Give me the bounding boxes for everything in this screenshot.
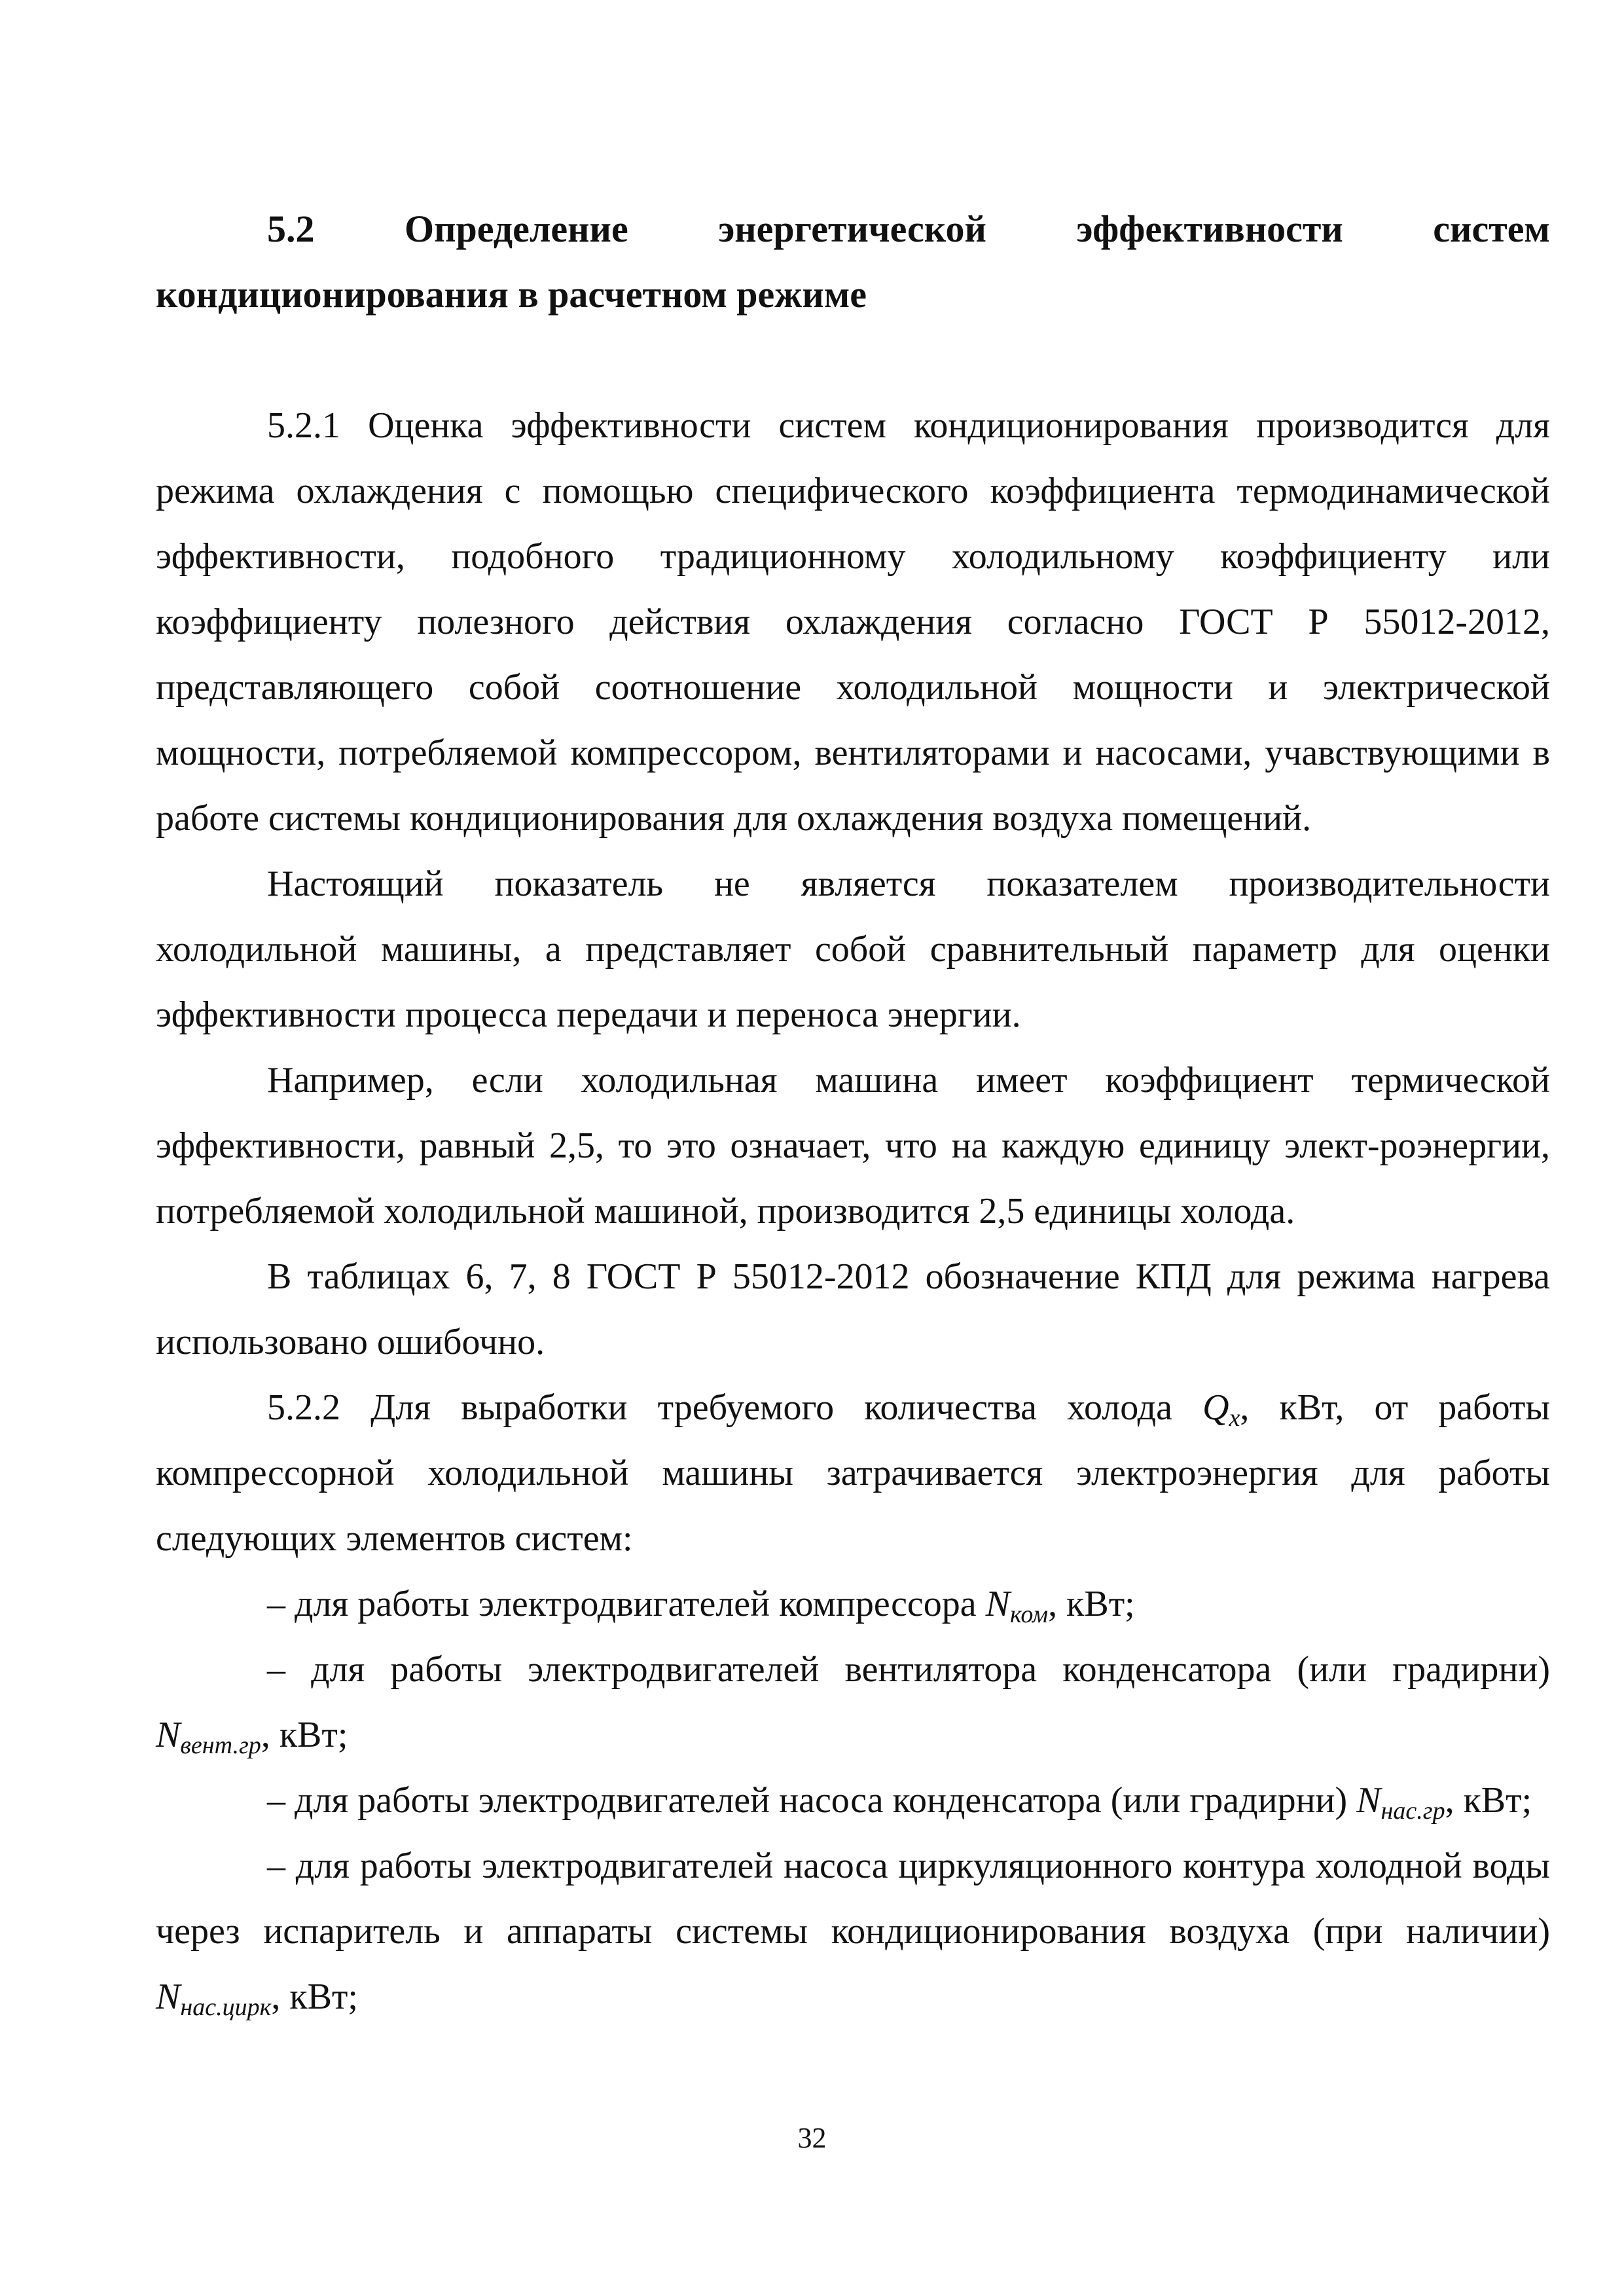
heading-word: энергетической — [718, 208, 986, 250]
symbol-q: Q — [1202, 1387, 1229, 1428]
list-item-condenser-pump: – для работы электродвигателей насоса конденсатора (или градирни) $N_{нас.гр}$, кВт; — [267, 1780, 1532, 1825]
section-heading — [156, 196, 1550, 327]
paragraph-5-2-2: 5.2.2 Для выработки требуемого количества холода $Q_х$, кВт, от работы компрессорной холодильной машины затрачивается электроэнергия для работы следующих элементов систем: — [156, 1387, 1550, 1559]
heading-line-1 — [156, 196, 1550, 262]
paragraph-indicator-note: Настоящий показатель не является показателем производительности холодильной машины, а представляет собой сравнительный параметр для оценки эффективности процесса передачи и переноса энергии. — [156, 864, 1550, 1035]
symbol-n: N — [156, 1977, 181, 2017]
heading-word: эффективности — [1076, 208, 1343, 250]
symbol-subscript: нас.цирк — [180, 1994, 272, 2021]
symbol-n: N — [156, 1715, 181, 1755]
heading-word: систем — [1433, 208, 1550, 250]
paragraph-gost-note: В таблицах 6, 7, 8 ГОСТ Р 55012-2012 обозначение КПД для режима нагрева использовано ошибочно. — [156, 1256, 1550, 1362]
list-item-circulation-pump: – для работы электродвигателей насоса циркуляционного контура холодной воды через испаритель и аппараты системы кондиционирования воздуха (при наличии) $N_{нас.цирк}$, кВт; — [156, 1846, 1550, 2021]
symbol-n: N — [1356, 1780, 1381, 1821]
heading-word: Определение — [404, 208, 628, 250]
symbol-subscript: х — [1229, 1404, 1240, 1432]
symbol-subscript: ком — [1010, 1601, 1049, 1628]
heading-number: 5.2 — [267, 208, 315, 250]
list-item-compressor: – для работы электродвигателей компрессора $N_{ком}$, кВт; — [267, 1584, 1135, 1628]
heading-line-2: кондиционирования в расчетном режиме — [156, 273, 867, 316]
page-number: 32 — [797, 2122, 827, 2154]
symbol-subscript: вент.гр — [180, 1732, 261, 1759]
document-page — [156, 196, 1550, 2030]
paragraph-example: Например, если холодильная машина имеет коэффициент термической эффективности, равный 2,5, то это означает, что на каждую единицу элект-роэнергии, потребляемой холодильной машиной, производится 2,5 единицы холода. — [156, 1060, 1550, 1231]
symbol-subscript: нас.гр — [1380, 1797, 1445, 1825]
list-item-condenser-fan: – для работы электродвигателей вентилятора конденсатора (или градирни) $N_{вент.гр}$, кВт; — [156, 1649, 1550, 1759]
paragraph-5-2-1: 5.2.1 Оценка эффективности систем кондиционирования производится для режима охлаждения с помощью специфического коэффициента термодинамической эффективности, подобного традиционному холодильному коэффициенту или коэффициенту полезного действия охлаждения согласно ГОСТ Р 55012-2012, представляющего собой соотношение холодильной мощности и электрической мощности, потребляемой компрессором, вентиляторами и насосами, учавствующими в работе системы кондиционирования для охлаждения воздуха помещений. — [156, 405, 1550, 839]
symbol-n: N — [985, 1584, 1010, 1624]
